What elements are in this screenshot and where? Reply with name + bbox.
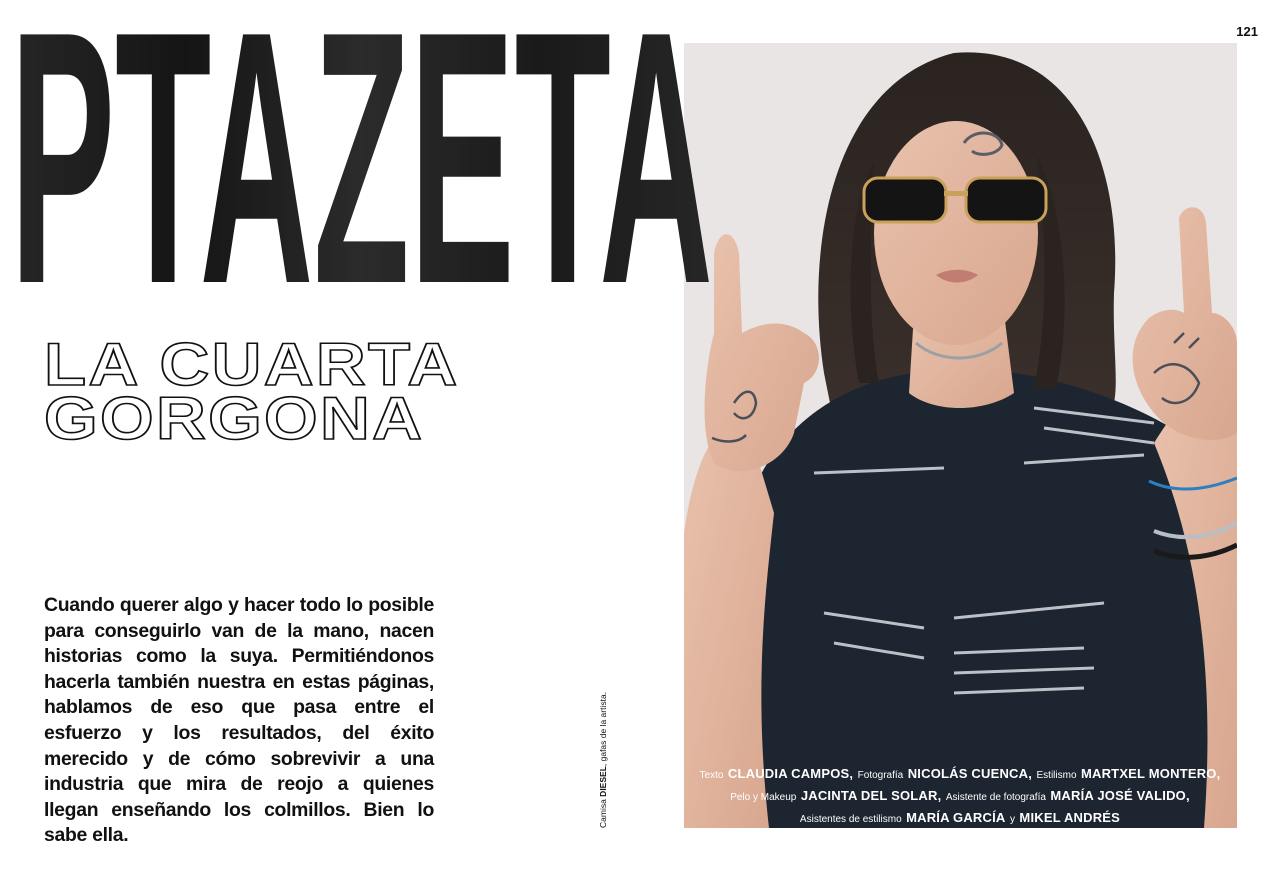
credit-name: CLAUDIA CAMPOS, xyxy=(727,766,854,781)
photo-credits xyxy=(690,764,1230,830)
headline xyxy=(44,331,460,452)
credit-conjunction: y xyxy=(1009,814,1015,825)
credit-name: MARTXEL MONTERO, xyxy=(1080,766,1221,781)
credits-line-3 xyxy=(690,808,1230,830)
credits-line-2 xyxy=(690,786,1230,808)
credit-name: NICOLÁS CUENCA, xyxy=(907,766,1033,781)
credit-role: Estilismo xyxy=(1036,770,1077,781)
credit-role: Texto xyxy=(699,770,724,781)
credits-line-1 xyxy=(690,764,1230,786)
intro-paragraph: Cuando querer algo y hacer todo lo posible para conseguirlo van de la mano, nacen historias como la suya. Permitiéndonos hacerla también nuestra en estas páginas, hablamos de eso que pasa entre el esfuerzo y los resultados, del éxito merecido y de cómo sobrevivir a una industria que mira de reojo a quienes llegan enseñando los colmillos. Bien lo sabe ella. xyxy=(44,594,434,847)
credit-role: Fotografía xyxy=(857,770,904,781)
garment-credit-prefix: Camisa xyxy=(598,799,608,828)
credit-role: Asistentes de estilismo xyxy=(799,814,902,825)
garment-credit xyxy=(598,692,608,828)
credit-name: MARÍA GARCÍA xyxy=(906,810,1006,825)
garment-credit-suffix: , gafas de la artista. xyxy=(598,691,608,767)
svg-text:PTAZETA: PTAZETA xyxy=(10,10,713,290)
page-number: 121 xyxy=(1236,24,1258,39)
portrait-photo xyxy=(684,43,1237,828)
credit-role: Pelo y Makeup xyxy=(730,792,797,803)
credit-name: MIKEL ANDRÉS xyxy=(1019,810,1121,825)
headline-line-2: GORGONA xyxy=(44,385,425,452)
headline-line-1: LA CUARTA xyxy=(44,331,460,398)
credit-name: JACINTA DEL SOLAR, xyxy=(800,788,942,803)
credit-role: Asistente de fotografía xyxy=(945,792,1046,803)
page-title xyxy=(10,10,715,290)
garment-credit-brand: DIESEL xyxy=(598,766,608,797)
credit-name: MARÍA JOSÉ VALIDO, xyxy=(1050,788,1190,803)
